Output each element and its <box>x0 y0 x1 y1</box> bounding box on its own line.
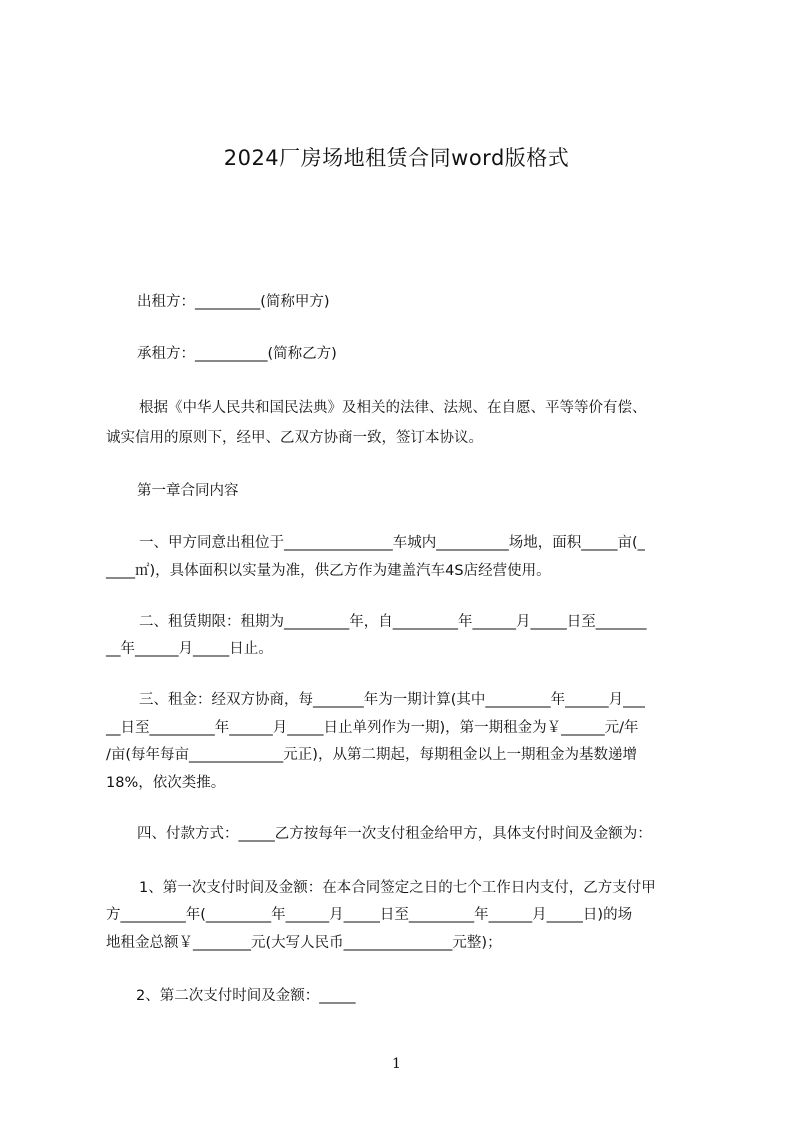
payment-2-line: 2、第二次支付时间及金额：_____ <box>136 988 356 1004</box>
clause-2-line-1: 二、租赁期限：租期为_________年，自_________年______月_____日至_______ <box>139 614 647 630</box>
clause-3-line-3: /亩(每年每亩_____________元正)，从第二期起，每期租金以上一期租金为基数递增 <box>106 747 637 763</box>
payment-1-line-1: 1、第一次支付时间及金额：在本合同签定之日的七个工作日内支付，乙方支付甲 <box>139 880 656 896</box>
clause-3-line-1: 三、租金：经双方协商，每_______年为一期计算(其中_________年______月___ <box>139 692 645 708</box>
payment-1-line-2: 方_________年(_________年______月_____日至_________年______月_____日)的场 <box>106 907 633 923</box>
page-number: 1 <box>392 1056 401 1072</box>
preamble-line-1: 根据《中华人民共和国民法典》及相关的法律、法规、在自愿、平等等价有偿、 <box>139 400 647 416</box>
preamble-line-2: 诚实信用的原则下，经甲、乙双方协商一致，签订本协议。 <box>106 430 483 446</box>
lessor-line: 出租方：_________(简称甲方) <box>137 294 330 310</box>
lessee-line: 承租方：__________(简称乙方) <box>137 346 337 362</box>
clause-1-line-2: ____㎡)，具体面积以实量为准，供乙方作为建盖汽车4S店经营使用。 <box>106 563 551 579</box>
clause-2-line-2: __年______月_____日止。 <box>106 641 273 657</box>
clause-3-line-2: __日至_________年______月_____日止单列作为一期)，第一期租金为￥______元/年 <box>106 720 639 736</box>
clause-1-line-1: 一、甲方同意出租位于_______________车城内__________场地，面积_____亩(_ <box>139 535 645 551</box>
payment-1-line-3: 地租金总额￥________元(大写人民币_______________元整)； <box>106 935 502 951</box>
clause-4-line: 四、付款方式：_____乙方按每年一次支付租金给甲方，具体支付时间及金额为： <box>137 826 652 842</box>
chapter-heading: 第一章合同内容 <box>137 483 239 499</box>
document-title: 2024厂房场地租赁合同word版格式 <box>223 146 570 170</box>
clause-3-line-4: 18%，依次类推。 <box>106 775 226 791</box>
